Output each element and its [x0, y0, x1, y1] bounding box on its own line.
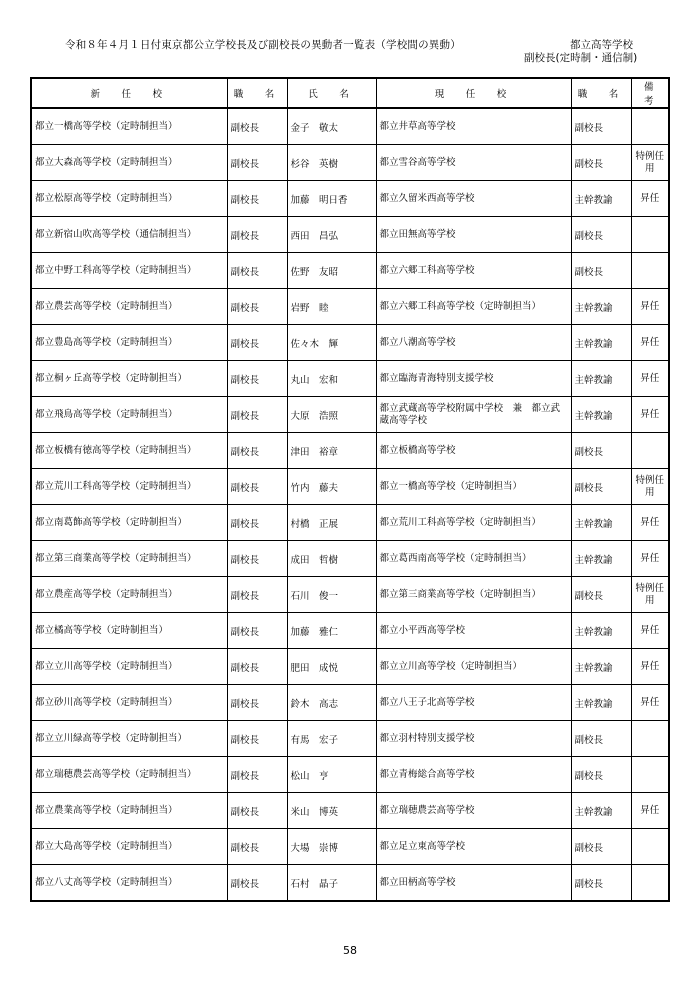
current-school-cell: 都立武蔵高等学校附属中学校 兼 都立武蔵高等学校: [376, 397, 571, 433]
name-cell: 成田 哲樹: [287, 541, 376, 577]
note-cell: [631, 829, 669, 865]
new-position-cell: 副校長: [227, 433, 287, 469]
current-school-cell: 都立久留米西高等学校: [376, 181, 571, 217]
table-row: [31, 685, 669, 721]
name-cell: 津田 裕章: [287, 433, 376, 469]
name-cell: 石川 俊一: [287, 577, 376, 613]
name-cell: 松山 亨: [287, 757, 376, 793]
name-cell: 肥田 成悦: [287, 649, 376, 685]
name-cell: 竹内 藤夫: [287, 469, 376, 505]
name-cell: 丸山 宏和: [287, 361, 376, 397]
new-school-cell: 都立砂川高等学校（定時制担当）: [31, 685, 227, 721]
new-position-cell: 副校長: [227, 613, 287, 649]
table-header: [31, 78, 669, 108]
name-cell: 岩野 睦: [287, 289, 376, 325]
name-cell: 杉谷 英樹: [287, 145, 376, 181]
table-row: [31, 289, 669, 325]
new-school-cell: 都立立川緑高等学校（定時制担当）: [31, 721, 227, 757]
column-header-note: 備 考: [631, 78, 669, 108]
note-cell: [631, 253, 669, 289]
note-cell: 昇任: [631, 325, 669, 361]
subcategory-label: 副校長(定時制・通信制): [524, 52, 638, 64]
current-position-cell: 主幹教諭: [571, 505, 631, 541]
table-row: [31, 217, 669, 253]
current-school-cell: 都立第三商業高等学校（定時制担当）: [376, 577, 571, 613]
new-position-cell: 副校長: [227, 469, 287, 505]
name-cell: 大原 浩照: [287, 397, 376, 433]
table-row: [31, 433, 669, 469]
current-school-cell: 都立瑞穂農芸高等学校: [376, 793, 571, 829]
current-position-cell: 副校長: [571, 217, 631, 253]
table-row: [31, 721, 669, 757]
new-school-cell: 都立一橋高等学校（定時制担当）: [31, 108, 227, 145]
name-cell: 西田 昌弘: [287, 217, 376, 253]
name-cell: 村橋 正展: [287, 505, 376, 541]
new-school-cell: 都立荒川工科高等学校（定時制担当）: [31, 469, 227, 505]
note-cell: 昇任: [631, 793, 669, 829]
table-row: [31, 757, 669, 793]
note-cell: 昇任: [631, 397, 669, 433]
table-row: [31, 505, 669, 541]
new-school-cell: 都立橘高等学校（定時制担当）: [31, 613, 227, 649]
note-cell: 特例任用: [631, 577, 669, 613]
current-school-cell: 都立井草高等学校: [376, 108, 571, 145]
new-school-cell: 都立農産高等学校（定時制担当）: [31, 577, 227, 613]
new-position-cell: 副校長: [227, 649, 287, 685]
current-position-cell: 主幹教諭: [571, 325, 631, 361]
table-row: [31, 469, 669, 505]
new-position-cell: 副校長: [227, 541, 287, 577]
current-position-cell: 副校長: [571, 829, 631, 865]
table-row: [31, 108, 669, 145]
table-row: [31, 325, 669, 361]
name-cell: 佐野 友昭: [287, 253, 376, 289]
table-row: [31, 865, 669, 902]
new-position-cell: 副校長: [227, 289, 287, 325]
note-cell: 特例任用: [631, 145, 669, 181]
table-row: [31, 793, 669, 829]
name-cell: 有馬 宏子: [287, 721, 376, 757]
current-position-cell: 副校長: [571, 865, 631, 902]
table-row: [31, 613, 669, 649]
new-position-cell: 副校長: [227, 145, 287, 181]
new-school-cell: 都立南葛飾高等学校（定時制担当）: [31, 505, 227, 541]
new-position-cell: 副校長: [227, 505, 287, 541]
current-position-cell: 主幹教諭: [571, 397, 631, 433]
name-cell: 鈴木 高志: [287, 685, 376, 721]
current-school-cell: 都立一橋高等学校（定時制担当）: [376, 469, 571, 505]
note-cell: [631, 217, 669, 253]
name-cell: 米山 博英: [287, 793, 376, 829]
current-school-cell: 都立荒川工科高等学校（定時制担当）: [376, 505, 571, 541]
new-school-cell: 都立大森高等学校（定時制担当）: [31, 145, 227, 181]
column-header-current-position: 職 名: [571, 78, 631, 108]
note-cell: 昇任: [631, 613, 669, 649]
new-position-cell: 副校長: [227, 685, 287, 721]
new-position-cell: 副校長: [227, 721, 287, 757]
new-school-cell: 都立瑞穂農芸高等学校（定時制担当）: [31, 757, 227, 793]
note-cell: [631, 108, 669, 145]
current-position-cell: 副校長: [571, 433, 631, 469]
note-cell: 特例任用: [631, 469, 669, 505]
current-position-cell: 主幹教諭: [571, 289, 631, 325]
new-school-cell: 都立板橋有徳高等学校（定時制担当）: [31, 433, 227, 469]
column-header-name: 氏 名: [287, 78, 376, 108]
column-header-new-position: 職 名: [227, 78, 287, 108]
note-cell: [631, 757, 669, 793]
current-position-cell: 副校長: [571, 145, 631, 181]
note-cell: 昇任: [631, 289, 669, 325]
new-position-cell: 副校長: [227, 397, 287, 433]
new-school-cell: 都立第三商業高等学校（定時制担当）: [31, 541, 227, 577]
new-school-cell: 都立松原高等学校（定時制担当）: [31, 181, 227, 217]
note-cell: 昇任: [631, 181, 669, 217]
current-position-cell: 副校長: [571, 108, 631, 145]
name-cell: 大場 崇博: [287, 829, 376, 865]
new-school-cell: 都立桐ヶ丘高等学校（定時制担当）: [31, 361, 227, 397]
current-school-cell: 都立羽村特別支援学校: [376, 721, 571, 757]
new-school-cell: 都立豊島高等学校（定時制担当）: [31, 325, 227, 361]
current-school-cell: 都立八潮高等学校: [376, 325, 571, 361]
note-cell: [631, 721, 669, 757]
new-school-cell: 都立農芸高等学校（定時制担当）: [31, 289, 227, 325]
column-header-current-school: 現 任 校: [376, 78, 571, 108]
new-position-cell: 副校長: [227, 793, 287, 829]
new-school-cell: 都立八丈高等学校（定時制担当）: [31, 865, 227, 902]
current-school-cell: 都立足立東高等学校: [376, 829, 571, 865]
new-position-cell: 副校長: [227, 361, 287, 397]
new-school-cell: 都立立川高等学校（定時制担当）: [31, 649, 227, 685]
table-row: [31, 829, 669, 865]
current-school-cell: 都立雪谷高等学校: [376, 145, 571, 181]
current-position-cell: 主幹教諭: [571, 649, 631, 685]
current-school-cell: 都立六郷工科高等学校: [376, 253, 571, 289]
new-position-cell: 副校長: [227, 217, 287, 253]
current-position-cell: 副校長: [571, 721, 631, 757]
current-school-cell: 都立小平西高等学校: [376, 613, 571, 649]
note-cell: 昇任: [631, 685, 669, 721]
table-row: [31, 541, 669, 577]
name-cell: 加藤 明日香: [287, 181, 376, 217]
new-position-cell: 副校長: [227, 865, 287, 902]
new-position-cell: 副校長: [227, 757, 287, 793]
page-number: 58: [343, 944, 357, 957]
new-position-cell: 副校長: [227, 181, 287, 217]
note-cell: [631, 865, 669, 902]
current-position-cell: 主幹教諭: [571, 613, 631, 649]
new-position-cell: 副校長: [227, 577, 287, 613]
current-school-cell: 都立青梅総合高等学校: [376, 757, 571, 793]
new-school-cell: 都立大島高等学校（定時制担当）: [31, 829, 227, 865]
document-title: 令和８年４月１日付東京都公立学校長及び副校長の異動者一覧表（学校間の異動）: [65, 39, 461, 51]
current-school-cell: 都立立川高等学校（定時制担当）: [376, 649, 571, 685]
column-header-new-school: 新 任 校: [31, 78, 227, 108]
transfer-table: [30, 77, 670, 902]
current-school-cell: 都立臨海青海特別支援学校: [376, 361, 571, 397]
table-row: [31, 145, 669, 181]
name-cell: 金子 敬太: [287, 108, 376, 145]
note-cell: 昇任: [631, 649, 669, 685]
current-position-cell: 主幹教諭: [571, 181, 631, 217]
table-row: [31, 577, 669, 613]
current-position-cell: 主幹教諭: [571, 541, 631, 577]
note-cell: 昇任: [631, 361, 669, 397]
current-position-cell: 主幹教諭: [571, 793, 631, 829]
current-position-cell: 副校長: [571, 757, 631, 793]
current-school-cell: 都立六郷工科高等学校（定時制担当）: [376, 289, 571, 325]
name-cell: 佐々木 輝: [287, 325, 376, 361]
new-position-cell: 副校長: [227, 829, 287, 865]
new-position-cell: 副校長: [227, 108, 287, 145]
category-label: 都立高等学校: [570, 39, 633, 51]
note-cell: 昇任: [631, 505, 669, 541]
name-cell: 石村 晶子: [287, 865, 376, 902]
table-row: [31, 253, 669, 289]
new-school-cell: 都立農業高等学校（定時制担当）: [31, 793, 227, 829]
current-school-cell: 都立田柄高等学校: [376, 865, 571, 902]
name-cell: 加藤 雅仁: [287, 613, 376, 649]
current-school-cell: 都立田無高等学校: [376, 217, 571, 253]
current-school-cell: 都立八王子北高等学校: [376, 685, 571, 721]
current-position-cell: 副校長: [571, 577, 631, 613]
current-position-cell: 副校長: [571, 469, 631, 505]
note-cell: [631, 433, 669, 469]
current-position-cell: 主幹教諭: [571, 685, 631, 721]
current-position-cell: 主幹教諭: [571, 361, 631, 397]
new-school-cell: 都立飛鳥高等学校（定時制担当）: [31, 397, 227, 433]
new-position-cell: 副校長: [227, 253, 287, 289]
current-position-cell: 副校長: [571, 253, 631, 289]
note-cell: 昇任: [631, 541, 669, 577]
table-row: [31, 649, 669, 685]
table-row: [31, 361, 669, 397]
table-row: [31, 397, 669, 433]
new-school-cell: 都立新宿山吹高等学校（通信制担当）: [31, 217, 227, 253]
current-school-cell: 都立板橋高等学校: [376, 433, 571, 469]
table-row: [31, 181, 669, 217]
new-position-cell: 副校長: [227, 325, 287, 361]
new-school-cell: 都立中野工科高等学校（定時制担当）: [31, 253, 227, 289]
table-body: [31, 108, 669, 901]
current-school-cell: 都立葛西南高等学校（定時制担当）: [376, 541, 571, 577]
